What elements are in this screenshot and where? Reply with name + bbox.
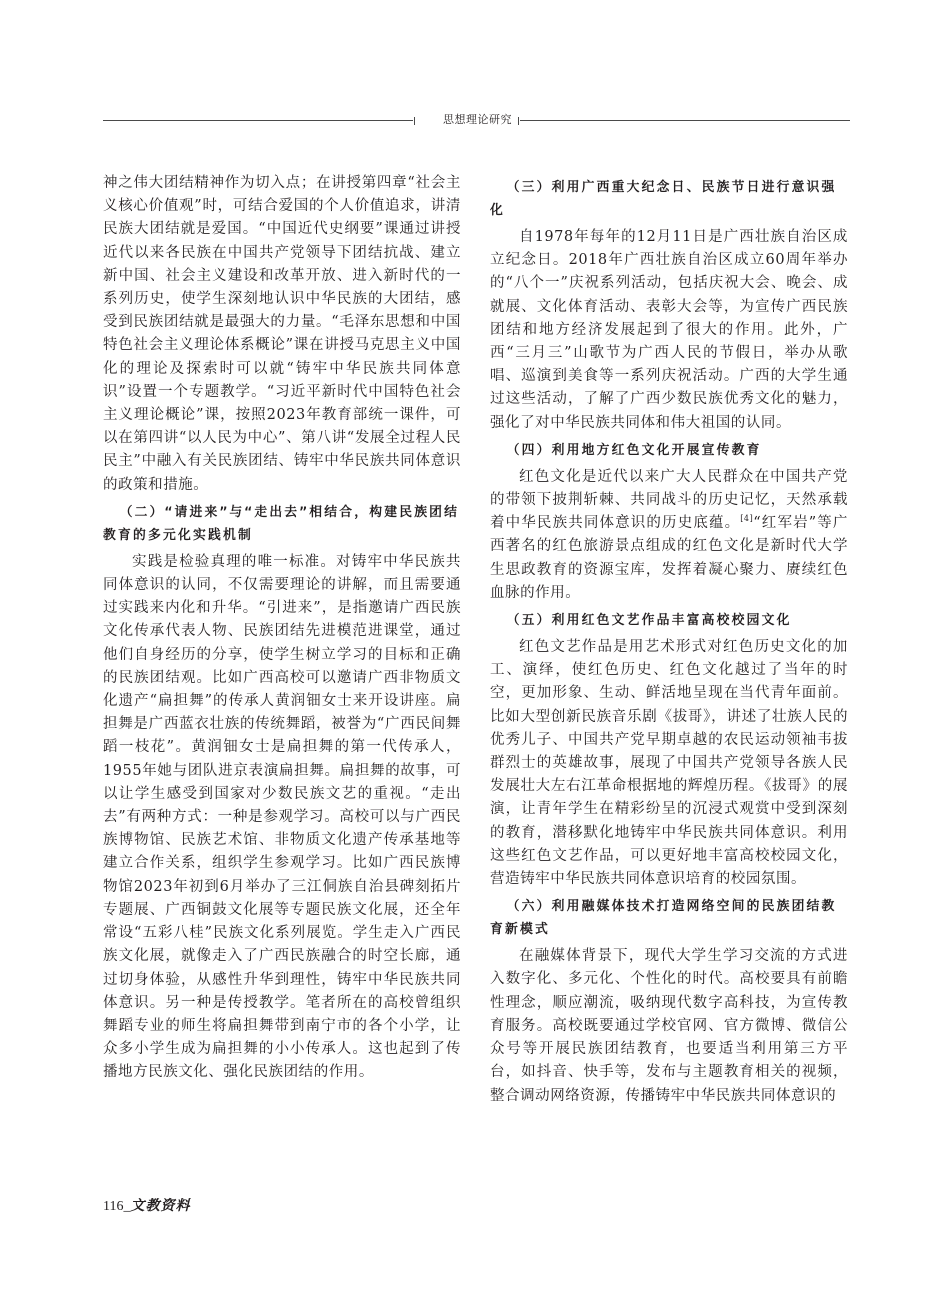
paragraph-red-culture xyxy=(490,466,848,605)
header-rule-right xyxy=(520,120,850,121)
section-heading-4: （四）利用地方红色文化开展宣传教育 xyxy=(506,442,762,458)
section-heading-5: （五）利用红色文艺作品丰富高校校园文化 xyxy=(506,613,792,629)
paragraph-media: 在融媒体背景下，现代大学生学习交流的方式进入数字化、多元化、个性化的时代。高校要具有前瞻性理念，顺应潮流，吸纳现代数字高科技，为宣传教育服务。高校既要通过学校官网、官方微博、微信公众号等开展民族团结教育，也要适当利用第三方平台，如抖音、快手等，发布与主题教育相关的视频，整合调动网络资源，传播铸牢中华民族共同体意识的 xyxy=(490,948,848,1104)
left-column xyxy=(103,172,461,1085)
running-header xyxy=(103,112,850,132)
section-heading-2: （二）“请进来”与“走出去”相结合，构建民族团结教育的多元化实践机制 xyxy=(103,504,460,543)
section-heading-6: （六）利用融媒体技术打造网络空间的民族团结教育新模式 xyxy=(490,899,837,938)
paragraph-red-culture-text-b: “红军岩”等广西著名的红色旅游景点组成的红色文化是新时代大学生思政教育的资源宝库，发挥着凝心聚力、赓续红色血脉的作用。 xyxy=(490,515,848,601)
paragraph-commemoration: 自1978年每年的12月11日是广西壮族自治区成立纪念日。2018年广西壮族自治区成立60周年举办的“八个一”庆祝系列活动，包括庆祝大会、晚会、成就展、文化体育活动、表彰大会等，为宣传广西民族团结和地方经济发展起到了很大的作用。此外，广西“三月三”山歌节为广西人民的节假日，举办从歌唱、巡演到美食等一系列庆祝活动。广西的大学生通过这些活动，了解了广西少数民族优秀文化的魅力，强化了对中华民族共同体和伟大祖国的认同。 xyxy=(490,229,848,431)
citation-reference: [4] xyxy=(740,514,754,524)
section-title: 思想理论研究 xyxy=(443,113,512,126)
header-rule-left xyxy=(103,120,413,121)
page-footer xyxy=(103,1196,190,1217)
paragraph-red-culture-text-a: 红色文化是近代以来广大人民群众在中国共产党的带领下披荆斩棘、共同战斗的历史记忆，天然承载着中华民族共同体意识的历史底蕴。 xyxy=(490,468,848,532)
page-number: 116_ xyxy=(103,1199,131,1214)
journal-name: 文教资料 xyxy=(130,1198,191,1214)
paragraph-art-works: 红色文艺作品是用艺术形式对红色历史文化的加工、演绎，使红色历史、红色文化越过了当年的时空，更加形象、生动、鲜活地呈现在当代青年面前。比如大型创新民族音乐剧《拔哥》，讲述了壮族人民的优秀儿子、中国共产党早期卓越的农民运动领袖韦拔群烈士的英雄故事，展现了中国共产党领导各族人民发展壮大左右江革命根据地的辉煌历程。《拔哥》的展演，让青年学生在精彩纷呈的沉浸式观赏中受到深刻的教育，潜移默化地铸牢中华民族共同体意识。利用这些红色文艺作品，可以更好地丰富高校校园文化，营造铸牢中华民族共同体意识培育的校园氛围。 xyxy=(490,639,848,888)
right-column xyxy=(490,172,848,1108)
section-heading-3: （三）利用广西重大纪念日、民族节日进行意识强化 xyxy=(490,180,837,218)
paragraph-practice: 实践是检验真理的唯一标准。对铸牢中华民族共同体意识的认同，不仅需要理论的讲解，而且需要通过实践来内化和升华。“引进来”，是指邀请广西民族文化传承代表人物、民族团结先进模范进课堂，通过他们自身经历的分享，使学生树立学习的目标和正确的民族团结观。比如广西高校可以邀请广西非物质文化遗产“扁担舞”的传承人黄润钿女士来开设讲座。扁担舞是广西蓝衣壮族的传统舞蹈，被誉为“广西民间舞蹈一枝花”。黄润钿女士是扁担舞的第一代传承人，1955年她与团队进京表演扁担舞。扁担舞的故事，可以让学生感受到国家对少数民族文艺的重视。“走出去”有两种方式：一种是参观学习。高校可以与广西民族博物馆、民族艺术馆、非物质文化遗产传承基地等建立合作关系，组织学生参观学习。比如广西民族博物馆2023年初到6月举办了三江侗族自治县碑刻拓片专题展、广西铜鼓文化展等专题民族文化展，还全年常设“五彩八桂”民族文化系列展览。学生走入广西民族文化展，就像走入了广西民族融合的时空长廊，通过切身体验，从感性升华到理性，铸牢中华民族共同体意识。另一种是传授教学。笔者所在的高校曾组织舞蹈专业的师生将扁担舞带到南宁市的各个小学，让众多小学生成为扁担舞的小小传承人。这也起到了传播地方民族文化、强化民族团结的作用。 xyxy=(103,553,461,1081)
paragraph-continued: 神之伟大团结精神作为切入点；在讲授第四章“社会主义核心价值观”时，可结合爱国的个人价值追求，讲清民族大团结就是爱国。“中国近代史纲要”课通过讲授近代以来各民族在中国共产党领导下团结抗战、建立新中国、社会主义建设和改革开放、进入新时代的一系列历史，使学生深刻地认识中华民族的大团结，感受到民族团结就是最强大的力量。“毛泽东思想和中国特色社会主义理论体系概论”课在讲授马克思主义中国化的理论及探索时可以就“铸牢中华民族共同体意识”设置一个专题教学。“习近平新时代中国特色社会主义理论概论”课，按照2023年教育部统一课件，可以在第四讲“以人民为中心”、第八讲“发展全过程人民民主”中融入有关民族团结、铸牢中华民族共同体意识的政策和措施。 xyxy=(103,175,461,493)
